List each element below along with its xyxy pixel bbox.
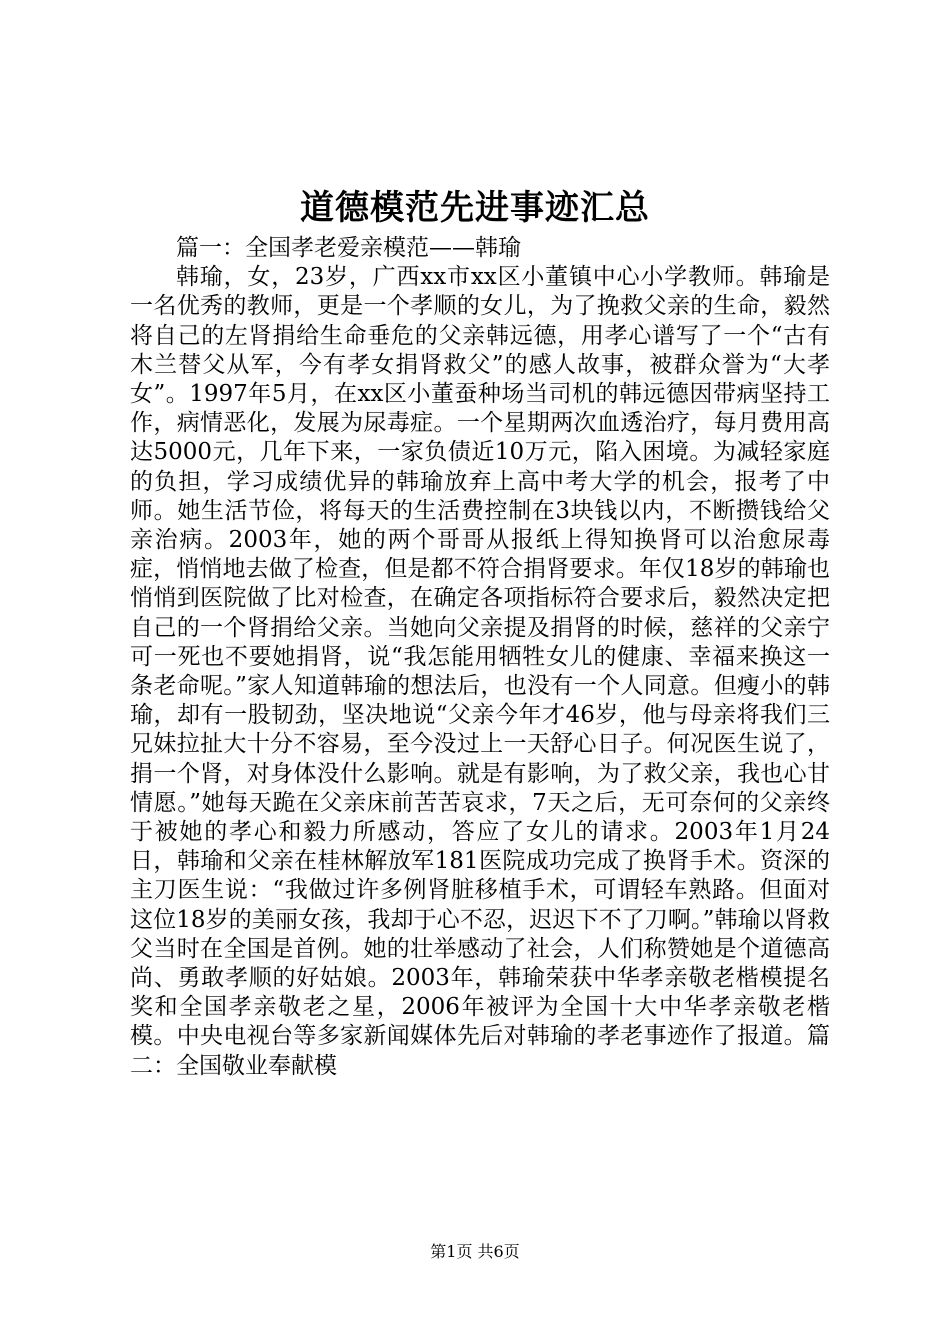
document-body [130,234,830,1081]
page-footer: 第1页 共6页 [430,1242,520,1261]
document-title: 道德模范先进事迹汇总 [300,188,650,228]
body-paragraph: 韩瑜，女，23岁，广西xx市xx区小董镇中心小学教师。韩瑜是一名优秀的教师，更是一个孝顺的女儿，为了挽救父亲的生命，毅然将自己的左肾捐给生命垂危的父亲韩远德，用孝心谱写了一个“古有木兰替父从军，今有孝女捐肾救父”的感人故事，被群众誉为“大孝女”。1997年5月，在xx区小董蚕种场当司机的韩远德因带病坚持工作，病情恶化，发展为尿毒症。一个星期两次血透治疗，每月费用高达5000元，几年下来，一家负债近10万元，陷入困境。为减轻家庭的负担，学习成绩优异的韩瑜放弃上高中考大学的机会，报考了中师。她生活节俭，将每天的生活费控制在3块钱以内，不断攒钱给父亲治病。2003年，她的两个哥哥从报纸上得知换肾可以治愈尿毒症，悄悄地去做了检查，但是都不符合捐肾要求。年仅18岁的韩瑜也悄悄到医院做了比对检查，在确定各项指标符合要求后，毅然决定把自己的一个肾捐给父亲。当她向父亲提及捐肾的时候，慈祥的父亲宁可一死也不要她捐肾，说“我怎能用牺牲女儿的健康、幸福来换这一条老命呢。”家人知道韩瑜的想法后，也没有一个人同意。但瘦小的韩瑜，却有一股韧劲，坚决地说“父亲今年才46岁，他与母亲将我们三兄妹拉扯大十分不容易，至今没过上一天舒心日子。何况医生说了，捐一个肾，对身体没什么影响。就是有影响，为了救父亲，我也心甘情愿。”她每天跪在父亲床前苦苦哀求，7天之后，无可奈何的父亲终于被她的孝心和毅力所感动，答应了女儿的请求。2003年1月24日，韩瑜和父亲在桂林解放军181医院成功完成了换肾手术。资深的主刀医生说：“我做过许多例肾脏移植手术，可谓轻车熟路。但面对这位18岁的美丽女孩，我却于心不忍，迟迟下不了刀啊。”韩瑜以肾救父当时在全国是首例。她的壮举感动了社会，人们称赞她是个道德高尚、勇敢孝顺的好姑娘。2003年，韩瑜荣获中华孝亲敬老楷模提名奖和全国孝亲敬老之星，2006年被评为全国十大中华孝亲敬老楷模。中央电视台等多家新闻媒体先后对韩瑜的孝老事迹作了报道。篇二：全国敬业奉献模 [130,264,830,1079]
section-heading: 篇一：全国孝老爱亲模范——韩瑜 [176,235,521,261]
